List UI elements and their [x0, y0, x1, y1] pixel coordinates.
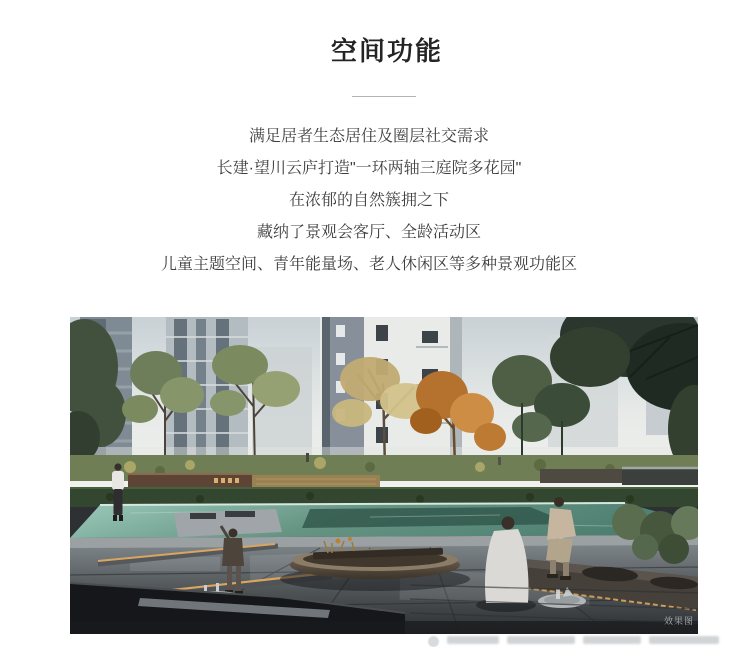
title-divider: [352, 96, 416, 97]
watermark-text-blur: [447, 636, 499, 644]
landscape-render-image: [70, 317, 698, 634]
intro-line: 儿童主题空间、青年能量场、老人休闲区等多种景观功能区: [160, 256, 577, 273]
render-watermark: 效果图: [663, 616, 694, 626]
courtyard-scene-illustration: [70, 317, 698, 634]
page-title-text: 空间功能: [330, 36, 443, 66]
person-woman-standing: [112, 463, 124, 521]
intro-line: 藏纳了景观会客厅、全龄活动区: [256, 224, 481, 241]
bottom-watermark-partial: [428, 636, 730, 645]
watermark-text-blur: [583, 636, 641, 644]
intro-line: 长建·望川云庐打造"一环两轴三庭院多花园": [216, 160, 522, 177]
watermark-logo-icon: [428, 636, 439, 647]
intro-line: 在浓郁的自然簇拥之下: [288, 192, 449, 209]
watermark-text-blur: [507, 636, 575, 644]
reflecting-pool: [70, 503, 698, 550]
page-title: [0, 31, 738, 68]
intro-line: 满足居者生态居住及圈层社交需求: [248, 128, 489, 145]
watermark-text-blur: [649, 636, 719, 644]
intro-paragraph: [0, 121, 738, 281]
